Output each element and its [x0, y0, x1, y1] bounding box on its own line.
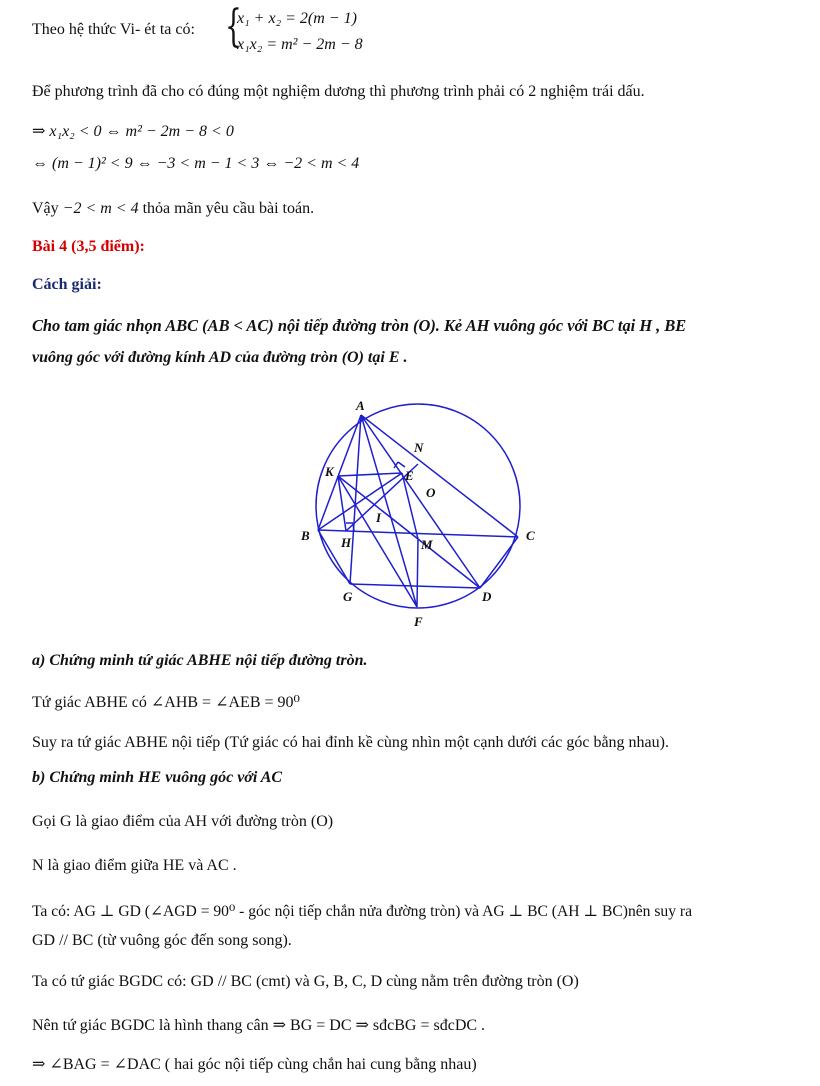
right-angle-h-2 — [353, 523, 354, 531]
vieta-intro: Theo hệ thức Vi- ét ta có: — [32, 21, 195, 38]
vieta-equation-2: x₁x₂ = m² − 2m − 8 — [237, 36, 363, 53]
part-b-line4: GD // BC (từ vuông góc đến song song). — [32, 932, 292, 949]
step-1: ⇒ x₁x₂ < 0 ⇔ m² − 2m − 8 < 0 — [32, 123, 234, 140]
part-b-line6: Nên tứ giác BGDC là hình thang cân ⇒ BG = DC ⇒ sđcBG = sđcDC . — [32, 1017, 486, 1034]
conclusion-suffix: thỏa mãn yêu cầu bài toán. — [142, 200, 315, 217]
label-i: I — [376, 510, 382, 525]
part-b-line5: Ta có tứ giác BGDC có: GD // BC (cmt) và G, B, C, D cùng nằm trên đường tròn (O) — [32, 973, 579, 990]
vieta-system — [225, 1, 375, 60]
conclusion — [32, 199, 314, 219]
condition-text: Để phương trình đã cho có đúng một nghiệm dương thì phương trình phải có 2 nghiệm trái dấu. — [32, 83, 645, 100]
label-o: O — [426, 485, 436, 500]
label-g: G — [343, 589, 353, 604]
part-b-line1: Gọi G là giao điểm của AH với đường tròn (O) — [32, 813, 334, 830]
label-d: D — [482, 589, 492, 604]
section-heading-bai4: Bài 4 (3,5 điểm): — [32, 238, 145, 255]
vieta-equation-1: x₁ + x₂ = 2(m − 1) — [237, 10, 357, 27]
label-b: B — [301, 528, 310, 543]
label-h: H — [341, 535, 352, 550]
problem-statement-line2: vuông góc với đường kính AD của đường tròn (O) tại E . — [32, 349, 408, 366]
brace-symbol: { — [225, 1, 242, 52]
step-2: ⇔ (m − 1)² < 9 ⇔ −3 < m − 1 < 3 ⇔ −2 < m < 4 — [32, 155, 360, 172]
label-a: A — [356, 398, 365, 413]
segment-gd — [350, 584, 480, 588]
label-f: F — [414, 614, 423, 629]
right-angle-e-2 — [398, 462, 405, 467]
label-e: E — [405, 468, 414, 483]
geometry-figure — [290, 388, 550, 633]
label-c: C — [526, 528, 535, 543]
part-a-line2: Suy ra tứ giác ABHE nội tiếp (Tứ giác có hai đỉnh kề cùng nhìn một cạnh dưới các góc bằng nhau). — [32, 734, 669, 751]
conclusion-prefix: Vậy — [32, 200, 59, 217]
part-a-heading: a) Chứng minh tứ giác ABHE nội tiếp đường tròn. — [32, 652, 368, 669]
segment-af — [361, 415, 417, 607]
segment-dc — [480, 537, 518, 588]
label-k: K — [325, 464, 334, 479]
segment-mf — [417, 539, 418, 607]
conclusion-math: −2 < m < 4 — [62, 200, 139, 217]
label-n: N — [414, 440, 424, 455]
part-b-line7: ⇒ ∠BAG = ∠DAC ( hai góc nội tiếp cùng chắn hai cung bằng nhau) — [32, 1056, 477, 1073]
part-a-line1: Tứ giác ABHE có ∠AHB = ∠AEB = 90⁰ — [32, 694, 300, 711]
label-m: M — [421, 537, 433, 552]
segment-ke — [338, 473, 402, 476]
segment-ac — [361, 415, 518, 537]
segment-be — [318, 473, 402, 530]
cach-giai-heading: Cách giải: — [32, 276, 102, 293]
part-b-line3: Ta có: AG ⊥ GD (∠AGD = 90⁰ - góc nội tiếp chắn nửa đường tròn) và AG ⊥ BC (AH ⊥ BC)nên suy ra — [32, 903, 693, 920]
problem-statement-line1: Cho tam giác nhọn ABC (AB < AC) nội tiếp đường tròn (O). Kẻ AH vuông góc với BC tại H , BE — [32, 316, 687, 335]
part-b-line2: N là giao điểm giữa HE và AC . — [32, 857, 237, 874]
part-b-heading: b) Chứng minh HE vuông góc với AC — [32, 769, 283, 786]
segment-hk — [338, 476, 346, 531]
